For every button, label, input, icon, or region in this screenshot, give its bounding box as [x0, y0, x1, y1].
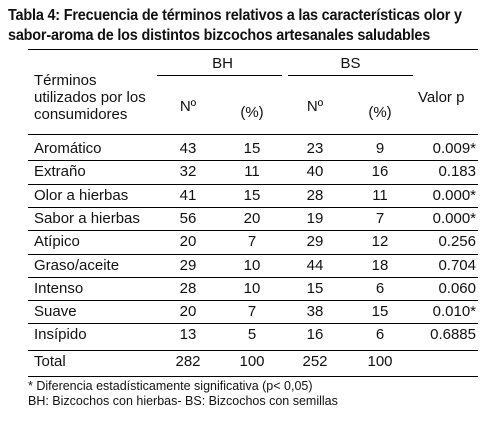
header-term-line2: utilizados por los	[34, 89, 146, 106]
header-bs-pct: (%)	[368, 104, 392, 121]
cell-pvalue: 0.010*	[432, 303, 476, 321]
cell-pvalue: 0.000*	[432, 209, 476, 227]
row-separator	[28, 254, 478, 255]
cell-bh-pct: 15	[243, 186, 261, 204]
cell-bs-num: 29	[306, 233, 324, 251]
cell-pvalue: 0.000*	[432, 186, 476, 204]
cell-bh-pct: 7	[247, 233, 257, 251]
cell-term: Sabor a hierbas	[34, 209, 140, 227]
row-separator	[28, 323, 478, 324]
cell-bh-pct: 11	[244, 163, 260, 181]
cell-bs-num: 15	[306, 279, 324, 297]
cell-bs-pct: 6	[375, 326, 385, 344]
cell-term: Olor a hierbas	[34, 186, 129, 204]
cell-bh-pct: 7	[247, 303, 257, 321]
cell-pvalue: 0.704	[438, 256, 476, 274]
footnote-abbreviations: BH: Bizcochos con hierbas- BS: Bizcochos con semillas	[28, 394, 338, 408]
header-group-bh: BH	[212, 55, 233, 72]
row-separator	[28, 277, 478, 278]
cell-bs-num: 252	[302, 353, 328, 370]
cell-bs-pct: 7	[375, 209, 385, 227]
cell-bs-pct: 11	[372, 186, 388, 204]
header-pvalue: Valor p	[418, 89, 465, 106]
header-bottom-rule	[28, 134, 478, 135]
cell-bh-pct: 15	[243, 140, 261, 157]
cell-bs-num: 16	[306, 326, 324, 344]
row-separator	[28, 350, 478, 351]
caption-label: Tabla 4:	[8, 7, 60, 24]
cell-pvalue: 0.256	[438, 233, 476, 251]
header-group-rule-bs	[288, 75, 413, 76]
header-bh-pct: (%)	[240, 104, 264, 121]
table-bottom-rule	[28, 376, 478, 377]
cell-bs-num: 44	[306, 256, 324, 274]
cell-bs-num: 19	[306, 209, 324, 227]
cell-term: Insípido	[34, 326, 87, 344]
header-term	[34, 72, 146, 123]
cell-bh-num: 56	[179, 209, 197, 227]
cell-bh-pct: 100	[239, 353, 265, 370]
cell-bs-pct: 6	[375, 279, 385, 297]
row-separator	[28, 300, 478, 301]
header-term-line3: consumidores	[34, 106, 128, 123]
cell-bs-num: 28	[306, 186, 324, 204]
caption-line2: sabor-aroma de los distintos bizcochos artesanales saludables	[8, 27, 431, 44]
cell-bh-num: 41	[179, 186, 197, 204]
cell-bh-num: 32	[179, 163, 197, 181]
cell-bs-num: 23	[306, 140, 324, 157]
cell-term: Total	[34, 353, 66, 370]
cell-pvalue: 0.009*	[432, 140, 476, 157]
cell-bh-num: 28	[179, 279, 197, 297]
cell-bh-num: 20	[179, 233, 197, 251]
cell-bs-pct: 12	[371, 233, 389, 251]
cell-term: Aromático	[34, 140, 102, 157]
cell-bs-pct: 9	[375, 140, 385, 157]
cell-bs-num: 40	[306, 163, 324, 181]
cell-bh-num: 282	[175, 353, 201, 370]
table-top-rule	[28, 49, 478, 50]
table-caption	[8, 6, 486, 46]
cell-bh-pct: 5	[247, 326, 257, 344]
cell-bh-pct: 20	[243, 209, 261, 227]
cell-term: Graso/aceite	[34, 256, 120, 274]
cell-bh-num: 13	[179, 326, 197, 344]
cell-term: Atípico	[34, 233, 80, 251]
cell-bh-num: 43	[179, 140, 197, 157]
row-separator	[28, 184, 478, 185]
header-bs-num: Nº	[306, 98, 324, 115]
row-separator	[28, 207, 478, 208]
cell-term: Suave	[34, 303, 77, 321]
cell-pvalue: 0.060	[438, 279, 476, 297]
caption-line1: Frecuencia de términos relativos a las características olor y	[63, 7, 462, 24]
cell-bs-num: 38	[306, 303, 324, 321]
header-term-line1: Términos	[34, 72, 97, 89]
cell-bh-num: 29	[179, 256, 197, 274]
cell-bh-num: 20	[179, 303, 197, 321]
cell-bs-pct: 18	[371, 256, 389, 274]
cell-bs-pct: 16	[371, 163, 389, 181]
row-separator	[28, 160, 478, 161]
cell-pvalue: 0.183	[438, 163, 476, 181]
cell-term: Intenso	[34, 279, 84, 297]
cell-bs-pct: 100	[367, 353, 393, 370]
cell-bh-pct: 10	[243, 279, 261, 297]
cell-bh-pct: 10	[243, 256, 261, 274]
header-bh-num: Nº	[179, 98, 197, 115]
cell-term: Extraño	[34, 163, 86, 181]
cell-pvalue: 0.6885	[430, 326, 476, 344]
footnote-significance: * Diferencia estadísticamente significativa (p< 0,05)	[28, 379, 313, 393]
header-group-rule-bh	[157, 75, 282, 76]
row-separator	[28, 230, 478, 231]
cell-bs-pct: 15	[371, 303, 389, 321]
header-group-bs: BS	[340, 55, 361, 72]
